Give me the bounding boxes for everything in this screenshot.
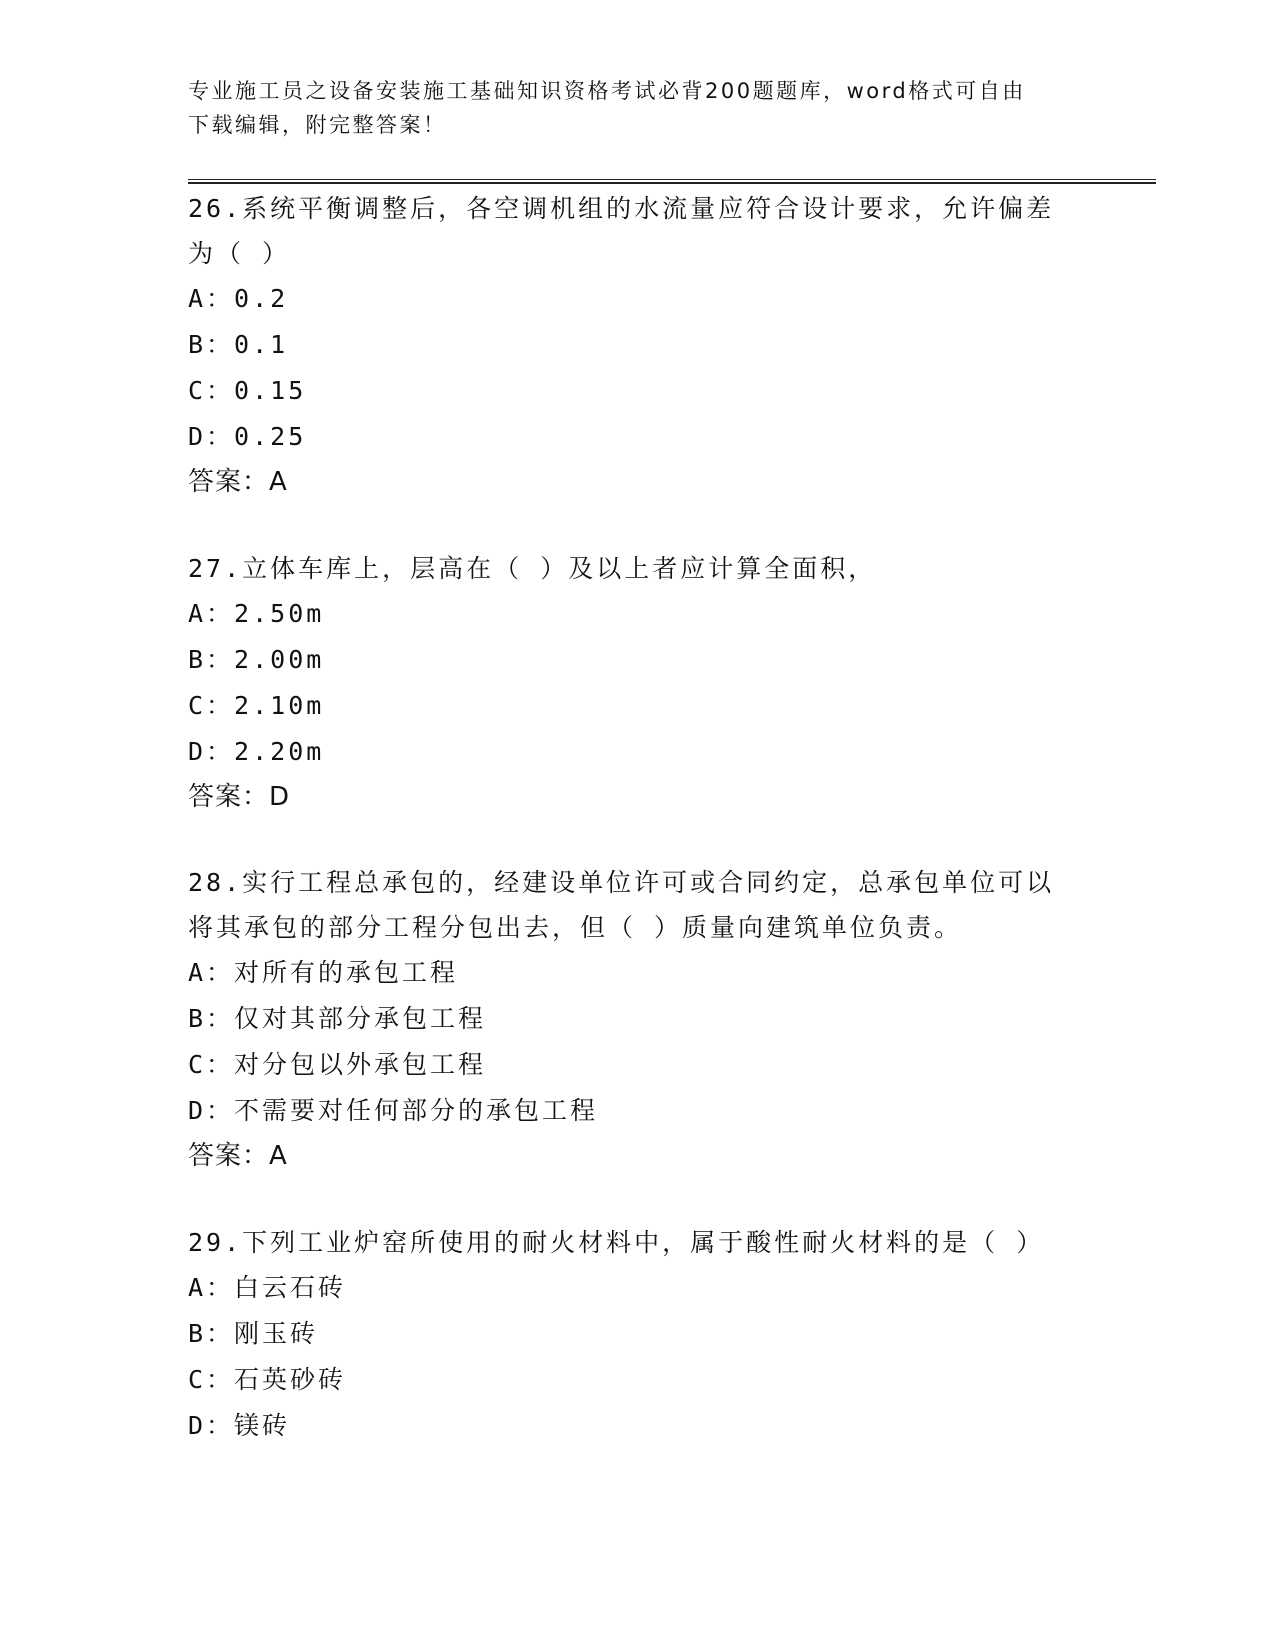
option-c: C：2.10m [188,691,325,720]
option-d: D：镁砖 [188,1411,291,1440]
answer-line: 答案：A [188,1141,288,1171]
header-rule-top [188,179,1156,180]
option-a: A：对所有的承包工程 [188,958,459,987]
option-d: D：2.20m [188,737,325,766]
document-header [188,74,1088,142]
option-b: B：仅对其部分承包工程 [188,1004,487,1033]
question-stem-line: 27.立体车库上，层高在（ ）及以上者应计算全面积， [188,554,877,583]
question-28 [188,860,1088,1179]
question-stem-line: 将其承包的部分工程分包出去，但（ ）质量向建筑单位负责。 [188,913,963,942]
answer-line: 答案：A [188,467,288,497]
option-c: C：石英砂砖 [188,1365,347,1394]
header-line-2: 下载编辑，附完整答案！ [188,113,447,137]
question-27 [188,546,1088,820]
question-29 [188,1220,1088,1449]
option-b: B：0.1 [188,330,289,359]
question-stem-line: 为（ ） [188,239,291,268]
option-d: D：0.25 [188,422,307,451]
option-b: B：刚玉砖 [188,1319,319,1348]
question-26 [188,186,1088,505]
option-d: D：不需要对任何部分的承包工程 [188,1096,599,1125]
option-c: C：0.15 [188,376,307,405]
question-stem-line: 29.下列工业炉窑所使用的耐火材料中，属于酸性耐火材料的是（ ） [188,1228,1045,1257]
question-stem-line: 26.系统平衡调整后，各空调机组的水流量应符合设计要求，允许偏差 [188,194,1055,223]
header-line-1: 专业施工员之设备安装施工基础知识资格考试必背200题题库，word格式可自由 [188,79,1026,103]
option-b: B：2.00m [188,645,325,674]
question-stem-line: 28.实行工程总承包的，经建设单位许可或合同约定，总承包单位可以 [188,868,1055,897]
answer-line: 答案：D [188,782,291,812]
option-a: A：2.50m [188,599,325,628]
option-c: C：对分包以外承包工程 [188,1050,487,1079]
header-rule-bottom [188,182,1156,184]
option-a: A：白云石砖 [188,1273,347,1302]
option-a: A：0.2 [188,284,289,313]
